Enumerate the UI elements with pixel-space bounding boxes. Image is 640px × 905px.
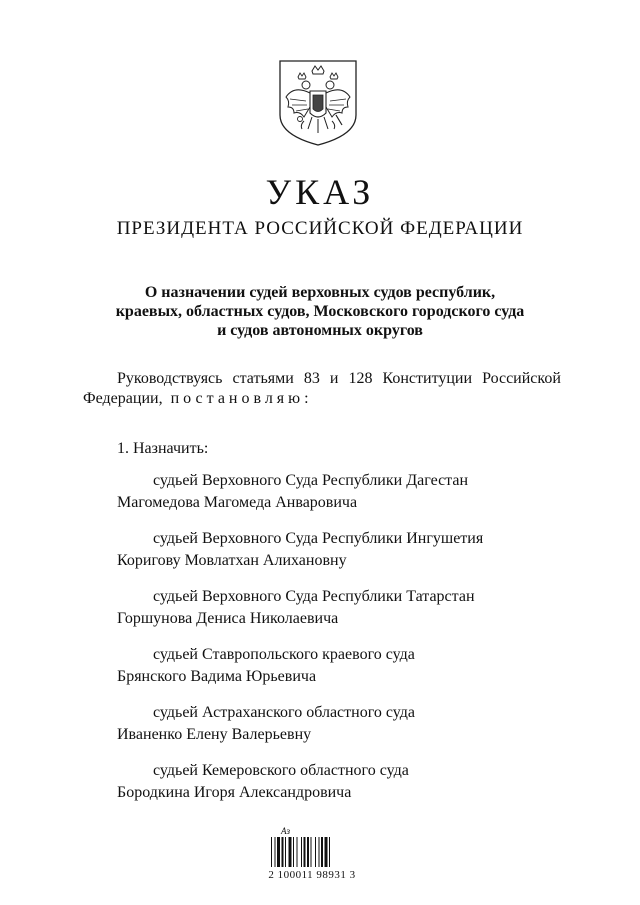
appointment-item [117,528,483,572]
appointment-item [117,644,415,688]
barcode-bar [289,837,292,867]
appointment-court: судьей Верховного Суда Республики Ингушетия [153,530,484,547]
barcode-bar [275,837,276,867]
decree-heading [0,283,640,340]
item-heading: 1. Назначить: [117,440,209,457]
appointment-person: Брянского Вадима Юрьевича [117,668,317,685]
appointment-item [117,760,409,804]
barcode-bar [307,837,309,867]
preamble-word: Российской [482,370,561,387]
appointment-court: судьей Астраханского областного суда [153,704,415,721]
document-subtitle: ПРЕЗИДЕНТА РОССИЙСКОЙ ФЕДЕРАЦИИ [116,218,524,239]
barcode-bar [282,837,284,867]
barcode-bar [297,837,298,867]
appointment-person: Бородкина Игоря Александровича [117,784,352,801]
preamble-word: статьями [232,370,294,387]
coat-of-arms-icon [276,57,360,149]
appointment-item [117,470,468,514]
barcode-bar [271,837,272,867]
barcode-bar [304,837,306,867]
preamble-start: Федерации, [83,390,163,407]
preamble-paragraph [83,369,561,409]
preamble-word: 83 [303,370,320,387]
barcode-bar [285,837,286,867]
preamble-word: и [329,370,339,387]
appointment-person: Иваненко Елену Валерьевну [117,726,312,743]
barcode-bar [325,837,328,867]
appointment-court: судьей Верховного Суда Республики Дагестан [153,472,469,489]
barcode-bar [301,837,302,867]
barcode-bar [321,837,323,867]
preamble-word: 128 [348,370,373,387]
barcode-icon [271,837,353,867]
heading-line: и судов автономных округов [217,322,423,339]
appointment-court: судьей Ставропольского краевого суда [153,646,415,663]
document-title: УКАЗ [265,172,375,212]
barcode-bar [277,837,280,867]
preamble-resolve: постановляю: [170,390,313,407]
preamble-word: Конституции [382,370,473,387]
appointment-court: судьей Верховного Суда Республики Татарстан [153,588,475,605]
preamble-line-1 [117,369,561,389]
barcode-bar [311,837,312,867]
barcode-bar [293,837,294,867]
barcode-bar [329,837,330,867]
heading-line: О назначении судей верховных судов республик, [144,284,496,301]
heading-line: краевых, областных судов, Московского городского суда [115,303,525,320]
registration-stamp: Аз [281,826,291,836]
barcode-number: 2 100011 98931 3 [268,869,356,881]
appointment-court: судьей Кемеровского областного суда [153,762,409,779]
appointment-person: Горшунова Дениса Николаевича [117,610,339,627]
appointment-person: Коригову Мовлатхан Алихановну [117,552,347,569]
barcode-block [264,826,360,882]
appointment-item [117,586,475,630]
preamble-word: Руководствуясь [117,370,223,387]
preamble-line-2 [83,389,561,409]
appointment-person: Магомедова Магомеда Анваровича [117,494,358,511]
barcode-bar [315,837,316,867]
appointment-item [117,702,415,746]
barcode-bar [319,837,320,867]
